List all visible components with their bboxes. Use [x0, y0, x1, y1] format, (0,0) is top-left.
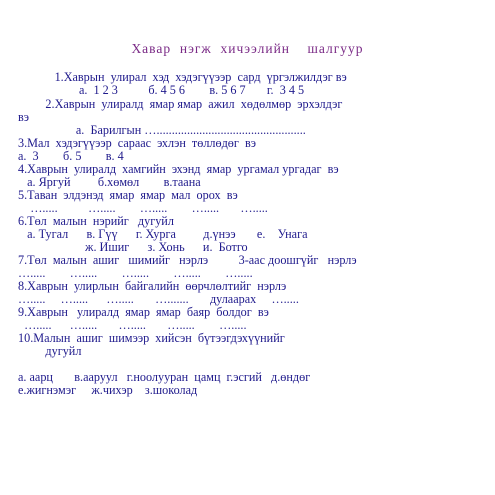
question-1: 1.Хаврын улирал хэд хэдэгүүээр сард үргэлжилдэг вэ — [18, 70, 347, 84]
question-9: 9.Хаврын улиралд ямар ямар баяр болдог вэ — [18, 305, 269, 319]
question-2: 2.Хаврын улиралд ямар ямар ажил хөдөлмөр эрхэлдэг — [18, 97, 343, 111]
question-5-blanks: …..... …..... …..... …..... …..... — [18, 201, 268, 215]
question-9-blanks: …..... …..... …..... …..... …..... — [18, 318, 247, 332]
question-4: 4.Хаврын улиралд хамгийн эхэнд ямар ургамал ургадаг вэ — [18, 162, 339, 176]
question-8: 8.Хаврын улирлын байгалийн өөрчлөлтийг нэрлэ — [18, 279, 287, 293]
question-4-options: а. Яргуй б.хөмөл в.таана — [18, 175, 201, 189]
question-6: 6.Төл малын нэрийг дугуйл — [18, 214, 174, 228]
question-5: 5.Таван элдэнэд ямар ямар мал орох вэ — [18, 188, 238, 202]
question-6-options: а. Тугал в. Гүү г. Хурга д.үнээ е. Унага — [18, 227, 308, 241]
question-7: 7.Төл малын ашиг шимийг нэрлэ 3-аас доошгүйг нэрлэ — [18, 253, 357, 267]
question-2-cont: вэ — [18, 110, 29, 124]
question-10-cont: дугуйл — [18, 344, 82, 358]
question-8-blanks: …..... …..... …..... …....... дулаарах …..... — [18, 292, 299, 306]
question-7-blanks: …..... …..... …..... …..... …..... — [18, 266, 253, 280]
question-3-options: а. 3 б. 5 в. 4 — [18, 149, 124, 163]
question-3: 3.Мал хэдэгүүээр сараас эхлэн төллөдөг вэ — [18, 136, 256, 150]
page-title: Хавар нэгж хичээлийн шалгуур — [131, 41, 364, 56]
question-10-options: а. аарц в.ааруул г.ноолууран цамц г.эсгий д.өндөг — [18, 370, 311, 384]
question-1-options: а. 1 2 3 б. 4 5 6 в. 5 6 7 г. 3 4 5 — [18, 83, 305, 97]
question-6-options-2: ж. Ишиг з. Хонь и. Ботго — [18, 240, 248, 254]
question-10: 10.Малын ашиг шимээр хийсэн бүтээгдэхүүнийг — [18, 331, 285, 345]
question-2-answer: а. Барилгын …................................................. — [18, 123, 306, 137]
question-10-options-2: е.жигнэмэг ж.чихэр з.шоколад — [18, 383, 198, 397]
